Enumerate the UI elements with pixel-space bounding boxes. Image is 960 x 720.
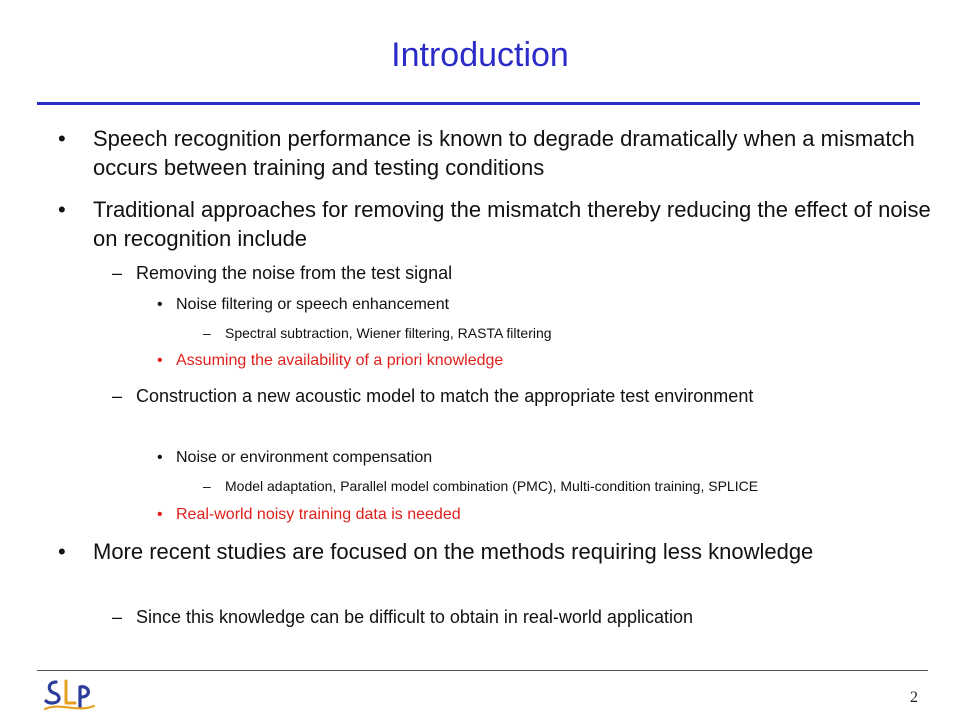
- bullet-text: Noise or environment compensation: [176, 449, 433, 466]
- list-item: [112, 383, 832, 409]
- list-item: [157, 351, 877, 371]
- title-underline: [37, 102, 920, 105]
- bullet-text: Removing the noise from the test signal: [136, 263, 453, 283]
- dash-marker: –: [203, 325, 211, 341]
- list-item: [58, 537, 878, 566]
- list-item: [157, 295, 877, 315]
- bullet-text: Assuming the availability of a priori knowledge: [176, 352, 504, 369]
- list-item: [112, 604, 912, 630]
- page-number: 2: [910, 689, 918, 706]
- list-item: [112, 260, 912, 286]
- bullet-marker: •: [58, 126, 66, 151]
- dash-marker: –: [203, 478, 211, 494]
- slide-title: Introduction: [391, 36, 569, 74]
- footer-divider: [37, 670, 928, 671]
- list-item: [58, 124, 938, 182]
- bullet-marker: •: [58, 539, 66, 564]
- dash-marker: –: [112, 263, 123, 283]
- list-item: [157, 448, 877, 468]
- list-item: [203, 324, 923, 342]
- bullet-text: Speech recognition performance is known to degrade dramatically when a mismatch occurs between training and testing conditions: [93, 126, 915, 180]
- slp-logo: [42, 676, 118, 716]
- bullet-marker: •: [58, 197, 66, 222]
- bullet-text: Since this knowledge can be difficult to obtain in real-world application: [136, 607, 693, 627]
- bullet-text: Traditional approaches for removing the mismatch thereby reducing the effect of noise on recognition include: [93, 197, 931, 251]
- list-item: [157, 505, 877, 525]
- bullet-text: More recent studies are focused on the methods requiring less knowledge: [93, 539, 814, 564]
- list-item: [203, 477, 943, 495]
- bullet-text: Model adaptation, Parallel model combination (PMC), Multi-condition training, SPLICE: [225, 478, 759, 494]
- bullet-text: Noise filtering or speech enhancement: [176, 296, 450, 313]
- list-item: [58, 195, 938, 253]
- bullet-marker: •: [157, 449, 163, 466]
- dash-marker: –: [112, 386, 123, 406]
- dash-marker: –: [112, 607, 123, 627]
- bullet-text: Construction a new acoustic model to match the appropriate test environment: [136, 386, 754, 406]
- bullet-text: Spectral subtraction, Wiener filtering, RASTA filtering: [225, 325, 552, 341]
- bullet-marker: •: [157, 506, 163, 523]
- bullet-marker: •: [157, 352, 163, 369]
- bullet-text: Real-world noisy training data is needed: [176, 506, 461, 523]
- bullet-marker: •: [157, 296, 163, 313]
